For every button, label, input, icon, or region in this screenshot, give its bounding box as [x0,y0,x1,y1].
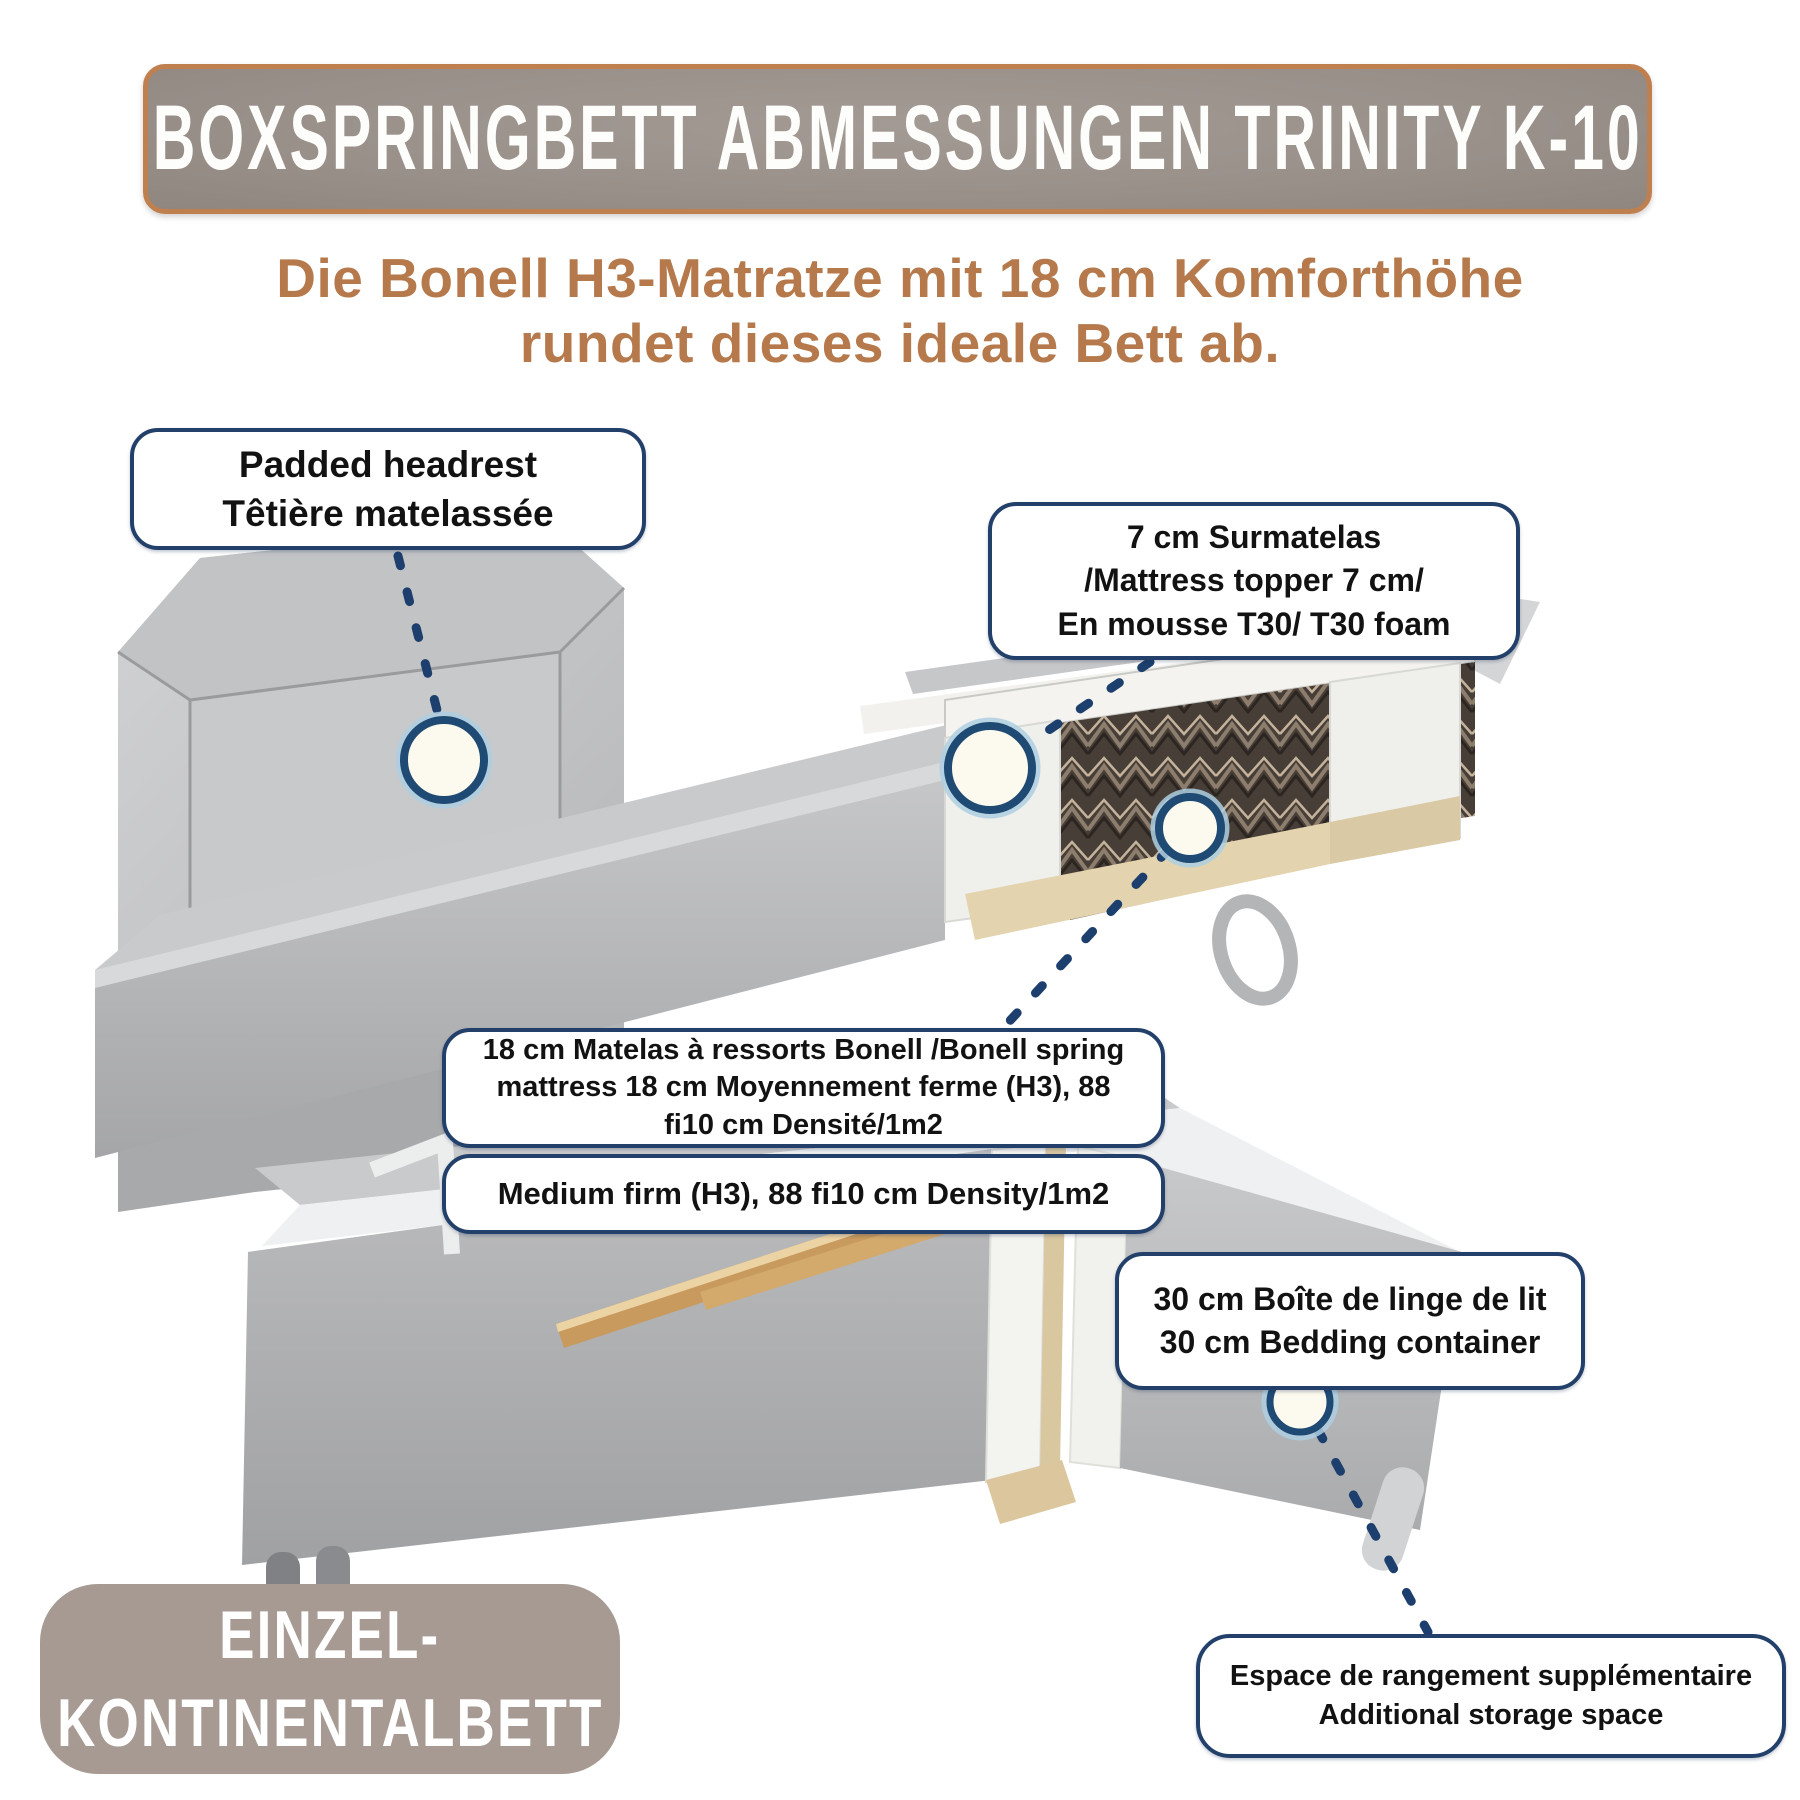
page-title: BOXSPRINGBETT ABMESSUNGEN TRINITY K-10 [152,87,1643,190]
badge-line-1: EINZEL- [219,1596,441,1673]
marker-headrest [398,714,490,806]
subtitle-line-2: rundet dieses ideale Bett ab. [519,311,1281,374]
callout-topper-line-3: En mousse T30/ T30 foam [1057,605,1451,642]
callout-topper-line-1: 7 cm Surmatelas [1126,519,1382,556]
callout-storage-line-2: Additional storage space [1318,1699,1664,1731]
subtitle [0,246,1800,376]
callout-additional-storage [1196,1634,1786,1758]
callout-storage-line-1: Espace de rangement supplémentaire [1229,1660,1753,1693]
callout-container-line-2: 30 cm Bedding container [1159,1324,1541,1360]
marker-topper [942,720,1038,816]
subtitle-line-1: Die Bonell H3-Matratze mit 18 cm Komforthöhe [276,247,1524,309]
handle-loop [1207,892,1303,1008]
callout-bedding-container [1115,1252,1585,1390]
callout-medium-firm [442,1154,1165,1234]
callout-padded-headrest [130,428,646,550]
callout-headrest-line-1: Padded headrest [238,443,538,485]
title-banner [143,64,1652,214]
marker-spring [1153,791,1227,865]
bed-type-badge [40,1584,620,1774]
callout-bonell-mattress [442,1028,1165,1148]
callout-mattress-topper [988,502,1520,660]
callout-topper-line-2: /Mattress topper 7 cm/ [1084,562,1424,599]
callout-container-line-1: 30 cm Boîte de linge de lit [1153,1281,1547,1318]
badge-line-2: KONTINENTALBETT [56,1685,604,1761]
callout-bonell-text: 18 cm Matelas à ressorts Bonell /Bonell spring mattress 18 cm Moyennement ferme (H3), 88 fi10 cm Densité/1m2 [482,1034,1125,1141]
callout-headrest-line-2: Têtière matelassée [222,493,554,534]
callout-medium-firm-text: Medium firm (H3), 88 fi10 cm Density/1m2 [497,1176,1110,1212]
